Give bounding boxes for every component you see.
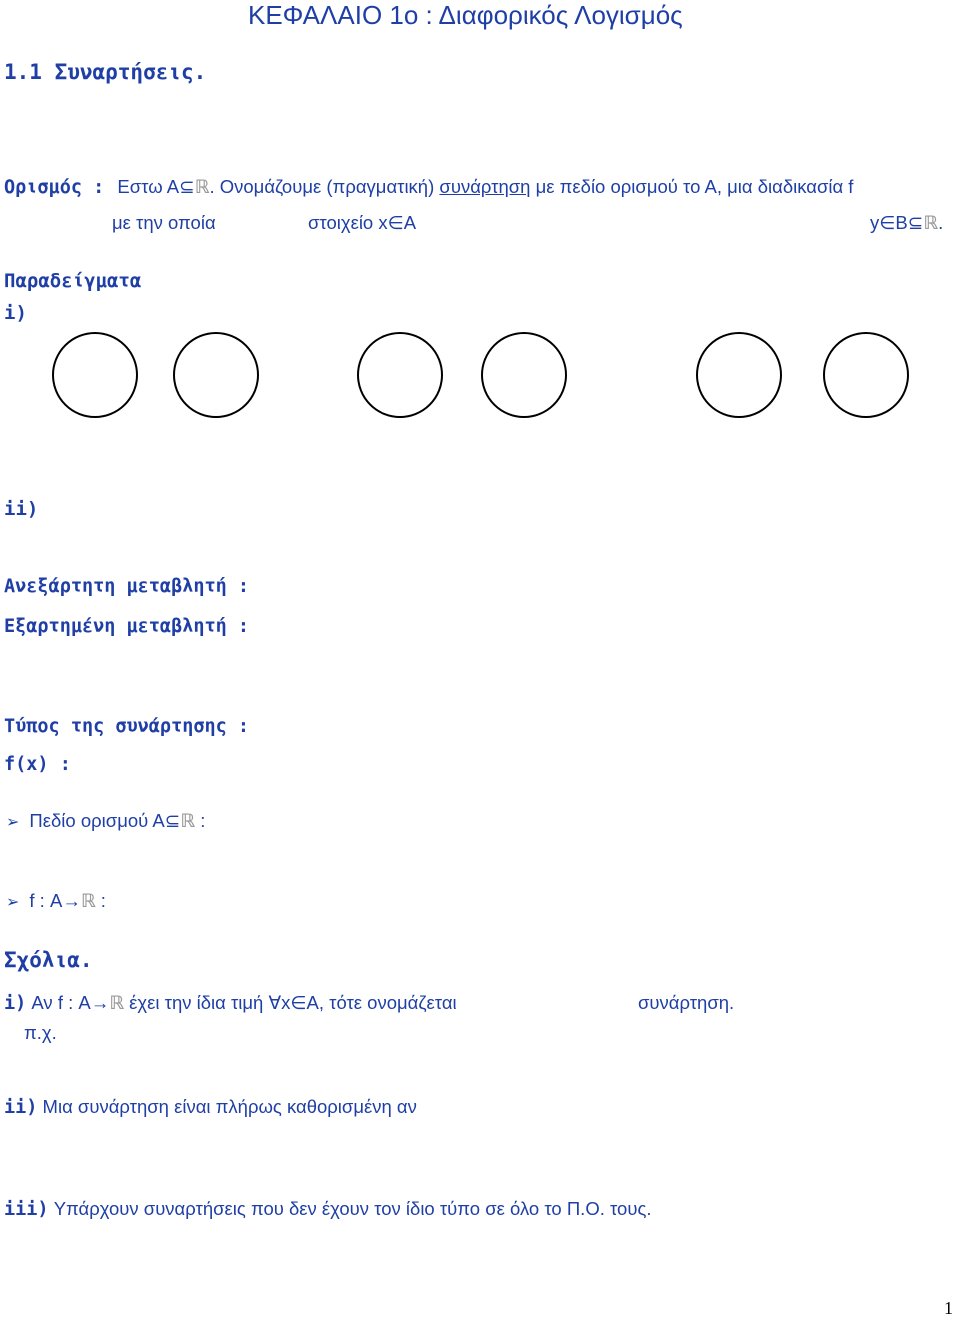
comment-3-text: Υπάρχουν συναρτήσεις που δεν έχουν τον ίδιο τύπο σε όλο το Π.Ο. τους.: [48, 1198, 652, 1219]
function-type-label: Τύπος της συνάρτησης :: [4, 716, 250, 737]
element-of-symbol-2: ∈: [879, 212, 896, 233]
arrow-bullet-icon: ➢: [6, 894, 20, 911]
element-of-symbol-3: ∈: [290, 992, 307, 1013]
fx-label: f(x) :: [4, 754, 71, 775]
definition-text-c: με πεδίο ορισμού το Α, μια διαδικασία f: [530, 176, 854, 197]
comment-2: [4, 1096, 417, 1118]
comment-2-text: Μια συνάρτηση είναι πλήρως καθορισμένη αν: [37, 1096, 417, 1117]
comment-1-example: π.χ.: [24, 1022, 57, 1043]
venn-circle-4: [481, 332, 567, 418]
venn-circle-2: [173, 332, 259, 418]
subset-symbol-2: ⊆: [907, 212, 924, 233]
section-title: 1.1 Συναρτήσεις.: [4, 60, 207, 84]
real-symbol-2: ℝ: [923, 212, 939, 233]
forall-symbol: ∀: [268, 992, 282, 1013]
chapter-title: ΚΕΦΑΛΑΙΟ 1ο : Διαφορικός Λογισμός: [248, 0, 683, 30]
comment-1-tail: συνάρτηση.: [638, 992, 735, 1013]
set-b-text: Β: [895, 212, 908, 233]
definition-line-2a: με την οποία: [112, 212, 216, 233]
comment-3: [4, 1198, 652, 1220]
set-a-text: Α: [403, 212, 417, 233]
definition-end: .: [938, 212, 944, 233]
right-arrow-symbol: →: [90, 992, 110, 1013]
subset-symbol: ⊆: [179, 176, 195, 197]
page-number: 1: [944, 1298, 953, 1318]
real-symbol-4: ℝ: [80, 890, 96, 911]
definition-line-2c: [870, 212, 943, 234]
definition-text-b: . Ονομάζουμε (πραγματική): [209, 176, 440, 197]
definition-function-word: συνάρτηση: [439, 176, 531, 197]
example-i-label: i): [4, 302, 27, 324]
y-text: y: [870, 212, 880, 233]
venn-circle-6: [823, 332, 909, 418]
comment-1: [4, 992, 457, 1014]
comments-heading: Σχόλια.: [4, 948, 93, 972]
venn-circle-5: [696, 332, 782, 418]
real-symbol-3: ℝ: [180, 810, 196, 831]
venn-circle-1: [52, 332, 138, 418]
definition-text-a: Εστω Α: [117, 176, 180, 197]
domain-end: :: [195, 810, 206, 831]
arrow-bullet-icon: ➢: [6, 814, 20, 831]
domain-bullet: [6, 810, 205, 832]
comment-3-number: iii): [4, 1199, 49, 1220]
mapping-end: :: [95, 890, 106, 911]
dependent-variable: Εξαρτημένη μεταβλητή :: [4, 616, 250, 637]
real-symbol: ℝ: [194, 176, 210, 197]
comment-1-number: i): [4, 993, 27, 1014]
domain-text: Πεδίο ορισμού Α: [29, 810, 165, 831]
element-of-symbol: ∈: [387, 212, 404, 233]
comment-1-text-a: Αν f : Α: [26, 992, 91, 1013]
real-symbol-5: ℝ: [109, 992, 125, 1013]
comment-1-text-c: x: [281, 992, 291, 1013]
comment-1-text-b: έχει την ίδια τιμή: [124, 992, 269, 1013]
examples-heading: Παραδείγματα: [4, 270, 142, 292]
comment-1-text-d: Α, τότε ονομάζεται: [306, 992, 457, 1013]
element-text: στοιχείο x: [308, 212, 388, 233]
independent-variable: Ανεξάρτητη μεταβλητή :: [4, 576, 250, 597]
venn-circle-3: [357, 332, 443, 418]
definition-line-2b: [308, 212, 416, 234]
definition-line-1: [4, 176, 853, 198]
comment-2-number: ii): [4, 1097, 38, 1118]
definition-label: Ορισμός :: [4, 177, 105, 198]
example-ii-label: ii): [4, 498, 39, 520]
mapping-text: f : Α: [29, 890, 63, 911]
mapping-bullet: [6, 890, 106, 912]
subset-symbol-3: ⊆: [164, 810, 181, 831]
right-arrow-symbol: →: [62, 890, 81, 911]
